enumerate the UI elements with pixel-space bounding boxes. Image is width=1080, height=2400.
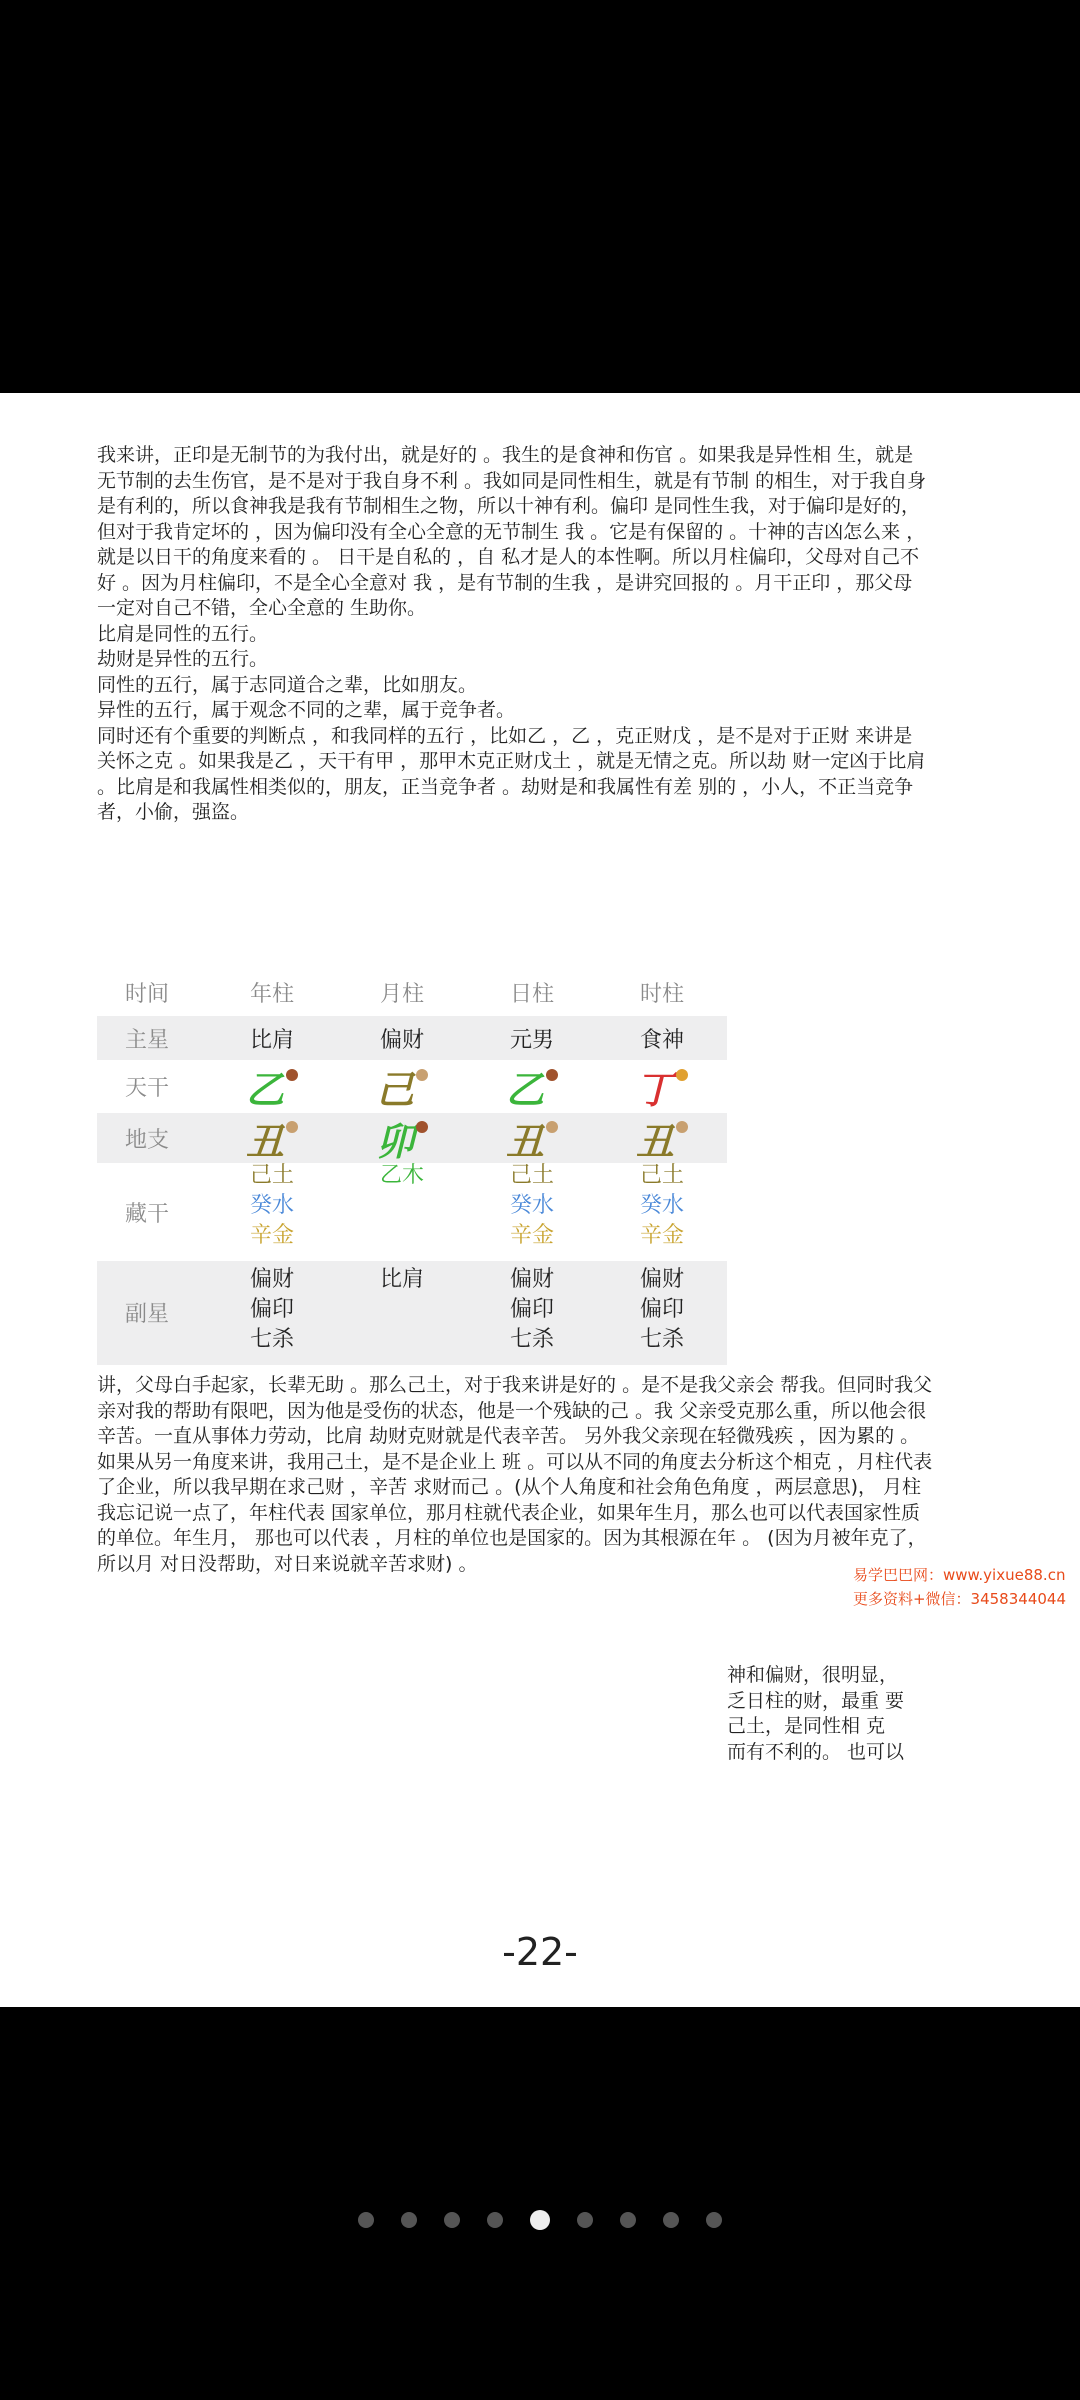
fire-icon	[286, 1069, 298, 1081]
page-dot[interactable]	[530, 2210, 550, 2230]
col-header: 日柱	[509, 981, 554, 1007]
document-page	[0, 393, 1080, 2007]
bottom-text-block	[97, 1373, 937, 1577]
di-zhi-row	[97, 1113, 727, 1163]
page-dot[interactable]	[487, 2212, 503, 2228]
row-label: 藏干	[124, 1201, 169, 1227]
bazi-chart	[97, 971, 727, 1365]
paragraph: 我来讲，正印是无制节的为我付出，就是好的 。我生的是食神和伤官 。如果我是异性相 生，就是无节制的去生伤官，是不是对于我自身不利 。我如同是同性相生，就是有节制 的相生，对于我自身是有利的，所以食神我是我有节制相生之物，所以十神有利。偏印 是同性生我，对于偏印是好的，但对于我肯定坏的 ，因为偏印没有全心全意的无节制生 我 。它是有保留的 。十神的吉凶怎么来 ，就是以日干的角度来看的 。 日干是自私的 ，自 私才是人的本性啊。所以月柱偏印，父母对自己不好 。因为月柱偏印，不是全心全意对 我 ，是有节制的生我 ，是讲究回报的 。月干正印 ，那父母一定对自己不错，全心全意的 生助你。	[97, 444, 927, 619]
main-star-row	[97, 1016, 727, 1060]
fire-icon	[416, 1121, 428, 1133]
page-dot[interactable]	[663, 2212, 679, 2228]
branch-char: 卯	[375, 1118, 414, 1164]
row-label: 主星	[124, 1027, 169, 1053]
sub-stars: 偏财 偏印 七杀	[509, 1267, 554, 1352]
earth-icon	[416, 1069, 428, 1081]
page-number: -22-	[502, 1930, 578, 1974]
paragraph: 异性的五行，属于观念不同的之辈，属于竞争者。	[97, 699, 516, 721]
main-star: 元男	[509, 1027, 554, 1053]
sub-stars: 偏财 偏印 七杀	[249, 1267, 294, 1352]
col-header: 月柱	[379, 981, 424, 1007]
sub-stars: 偏财 偏印 七杀	[639, 1267, 684, 1352]
cang-gan-row	[97, 1163, 727, 1257]
main-star: 偏财	[379, 1027, 424, 1053]
branch-char: 丑	[635, 1118, 674, 1164]
fu-xing-row	[97, 1261, 727, 1365]
earth-icon	[676, 1121, 688, 1133]
row-label: 时间	[124, 981, 169, 1007]
stem-char: 乙	[505, 1066, 544, 1112]
branch-char: 丑	[245, 1118, 284, 1164]
hidden-stems: 己土 癸水 辛金	[249, 1163, 294, 1248]
earth-icon	[286, 1121, 298, 1133]
row-label: 地支	[124, 1127, 169, 1153]
page-indicator[interactable]	[0, 2212, 1080, 2230]
page-dot[interactable]	[620, 2212, 636, 2228]
hidden-stems: 乙木	[379, 1163, 424, 1188]
stem-char: 己	[375, 1066, 414, 1112]
page-dot[interactable]	[401, 2212, 417, 2228]
page-dot[interactable]	[444, 2212, 460, 2228]
paragraph: 劫财是异性的五行。	[97, 648, 269, 670]
earth-icon	[546, 1121, 558, 1133]
stem-char: 乙	[245, 1066, 284, 1112]
page-dot[interactable]	[706, 2212, 722, 2228]
tian-gan-row	[97, 1061, 727, 1111]
col-header: 时柱	[639, 981, 684, 1007]
top-text-block	[97, 443, 927, 826]
row-label: 天干	[124, 1075, 169, 1101]
flame-icon	[676, 1069, 688, 1081]
page-dot[interactable]	[577, 2212, 593, 2228]
row-label: 副星	[124, 1302, 169, 1327]
paragraph: 同性的五行，属于志同道合之辈，比如朋友。	[97, 673, 478, 696]
col-header: 年柱	[249, 981, 294, 1007]
watermark: 易学巴巴网：www.yixue88.cn 更多资料+微信：3458344044	[852, 1566, 1066, 1608]
sub-stars: 比肩	[379, 1267, 424, 1292]
main-star: 食神	[639, 1027, 684, 1053]
paragraph: 比肩是同性的五行。	[97, 622, 269, 645]
hidden-stems: 己土 癸水 辛金	[639, 1163, 684, 1248]
main-star: 比肩	[249, 1027, 294, 1053]
branch-char: 丑	[505, 1118, 544, 1164]
paragraph: 同时还有个重要的判断点 ，和我同样的五行 ，比如乙 ，乙 ，克正财戊 ，是不是对于正财 来讲是关怀之克 。如果我是乙 ，天干有甲 ，那甲木克正财戊土 ，就是无情之克。所以劫 财一定凶于比肩 。比肩是和我属性相类似的，朋友，正当竞争者 。劫财是和我属性有差 别的 ，小人，不正当竞争者，小偷，强盗。	[97, 724, 926, 823]
fire-icon	[546, 1069, 558, 1081]
stem-char: 丁	[635, 1066, 674, 1112]
hidden-stems: 己土 癸水 辛金	[509, 1163, 554, 1248]
chart-header-row	[97, 971, 727, 1013]
page-dot[interactable]	[358, 2212, 374, 2228]
clipped-text-right: 神和偏财，很明显， 乏日柱的财，最重 要 己土，是同性相 克 而有不利的。 也可以	[727, 1664, 905, 1763]
paragraph: 讲，父母白手起家，长辈无助 。那么己土，对于我来讲是好的 。是不是我父亲会 帮我。但同时我父亲对我的帮助有限吧，因为他是受伤的状态，他是一个残缺的己 。我 父亲受克那么重，所以他会很辛苦。一直从事体力劳动，比肩 劫财克财就是代表辛苦。 另外我父亲现在轻微残疾 ，因为累的 。如果从另一角度来讲，我用己土，是不是企业上 班 。可以从不同的角度去分析这个相克 ，月柱代表了企业，所以我早期在求己财 ，辛苦 求财而己 。(从个人角度和社会角色角度 ，两层意思)， 月柱我忘记说一点了，年柱代表 国家单位，那月柱就代表企业，如果年生月，那么也可以代表国家性质的单位。年生月， 那也可以代表 ，月柱的单位也是国家的。因为其根源在年 。 (因为月被年克了，所以月 对日没帮助，对日来说就辛苦求财) 。	[97, 1374, 933, 1575]
